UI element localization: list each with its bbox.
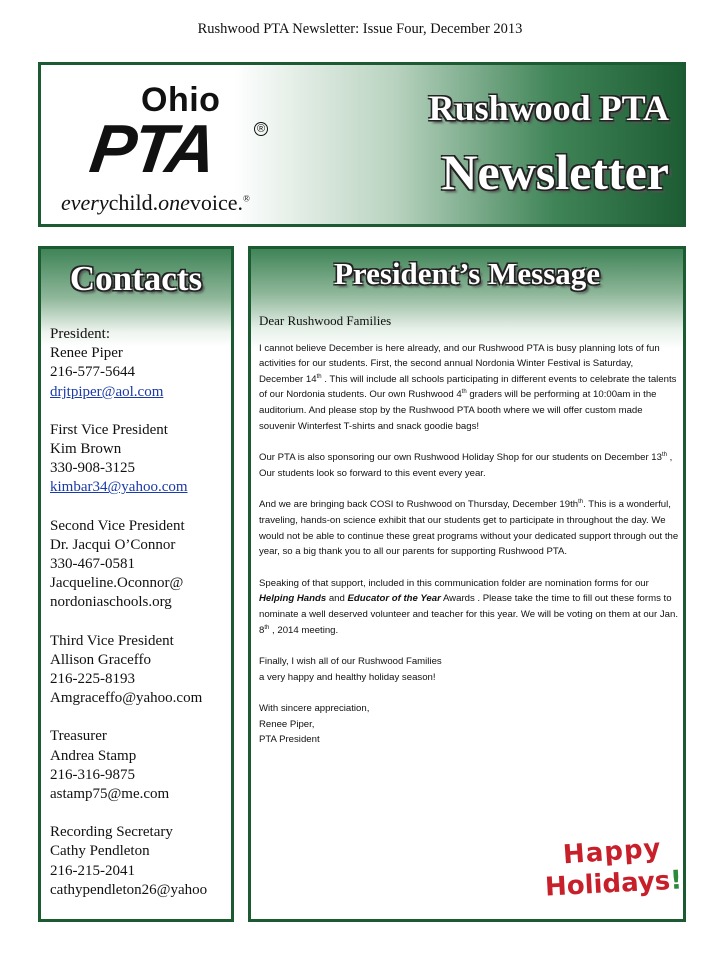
message-body [259,313,679,748]
contact-name: Kim Brown [50,441,122,458]
paragraph-holiday-wishes: Finally, I wish all of our Rushwood Families a very happy and healthy holiday season! [259,656,442,683]
contact-name: Allison Graceffo [50,651,151,668]
contact-phone: 330-467-0581 [50,556,135,573]
contact-role: Second Vice President [50,517,185,534]
contact-president [50,325,207,402]
ohio-pta-logo [61,75,311,220]
contact-role: Recording Secretary [50,824,173,841]
contact-email: Jacqueline.Oconnor@ [50,575,184,592]
masthead-title-line1: Rushwood PTA [428,88,669,128]
contact-first-vice-president [50,421,207,498]
contact-name: Renee Piper [50,345,123,362]
masthead-banner [38,62,686,227]
contact-phone: 216-577-5644 [50,364,135,381]
contact-name: Dr. Jacqui O’Connor [50,536,176,553]
closing-line: With sincere appreciation, [259,703,370,715]
happy-text: Happy [562,833,663,871]
paragraph-winter-festival: I cannot believe December is here already, and our Rushwood PTA is busy planning lots of fun activities for our students. First, the second annual Nordonia Winter Festival is Saturday, December 14th . This will include all schools participating in different events to celebrate the talents of our Nordonia students. Our own Rushwood 4th graders will be performing at 10:00am in the auditorium. And please stop by the Rushwood PTA booth where we will offer custom made souvenir Winterfest T-shirts and snack goodie bags! [259,342,677,432]
logo-pta-text: PTA [85,111,219,187]
contact-phone: 216-225-8193 [50,671,135,688]
logo-tagline [61,190,250,216]
contacts-heading: Contacts [69,259,203,298]
contact-list [50,325,207,919]
contact-name: Andrea Stamp [50,747,137,764]
presidents-message-panel [248,246,686,922]
contact-role: President: [50,326,110,342]
contact-second-vice-president [50,517,207,613]
tagline-voice: voice. [189,190,244,215]
tagline-one: one [158,190,190,215]
contact-name: Cathy Pendleton [50,843,150,860]
contact-recording-secretary [50,823,207,900]
logo-ohio-text: Ohio [141,81,221,119]
contact-third-vice-president [50,632,207,709]
registered-mark-icon: ® [254,122,268,136]
paragraph-holiday-shop: Our PTA is also sponsoring our own Rushwood Holiday Shop for our students on December 13th , Our students look so forward to this event every year. [259,451,673,479]
tagline-every: every [61,190,109,215]
contact-role: First Vice President [50,421,168,438]
contact-phone: 216-215-2041 [50,862,135,879]
contact-email: Amgraceffo@yahoo.com [50,690,203,707]
contact-email-continued: nordoniaschools.org [50,594,172,611]
contact-treasurer [50,727,207,804]
contact-email: cathypendleton26@yahoo [50,881,208,898]
running-head: Rushwood PTA Newsletter: Issue Four, December 2013 [197,21,523,37]
happy-holidays-graphic [544,833,683,909]
contact-email-link[interactable]: kimbar34@yahoo.com [50,479,188,496]
message-heading: President’s Message [333,256,601,291]
contact-role: Treasurer [50,728,107,745]
contact-role: Third Vice President [50,632,174,649]
paragraph-cosi: And we are bringing back COSI to Rushwood on Thursday, December $19th^{th}$. This is a wonderful, traveling, hands-on science exhibit that our students get to participate in throughout the day. We would not be able to continue these great programs without your dedicated support through out the year, so a big thank you to all our parents for supporting Rushwood PTA. [259,499,679,558]
paragraph-nominations: Speaking of that support, included in this communication folder are nomination forms for our Helping Hands and Educator of the Year Awards . Please take the time to fill out these forms to nominate a well deserved volunteer and teacher for this year. We will be voting on them at our Jan. 8th , 2014 meeting. [259,577,678,636]
contact-phone: 216-316-9875 [50,766,135,783]
holidays-text: Holidays! [544,865,683,903]
tagline-child: child. [108,190,159,215]
contact-phone: 330-908-3125 [50,460,135,477]
contacts-panel [38,246,234,922]
contact-email: astamp75@me.com [50,786,170,803]
tagline-reg: ® [243,193,250,204]
signer-title: PTA President [259,734,320,746]
signer-name: Renee Piper, [259,718,315,730]
contact-email-link[interactable]: drjtpiper@aol.com [50,383,164,400]
masthead-title-line2: Newsletter [441,144,669,200]
signoff [259,701,679,748]
salutation: Dear Rushwood Families [259,313,392,328]
